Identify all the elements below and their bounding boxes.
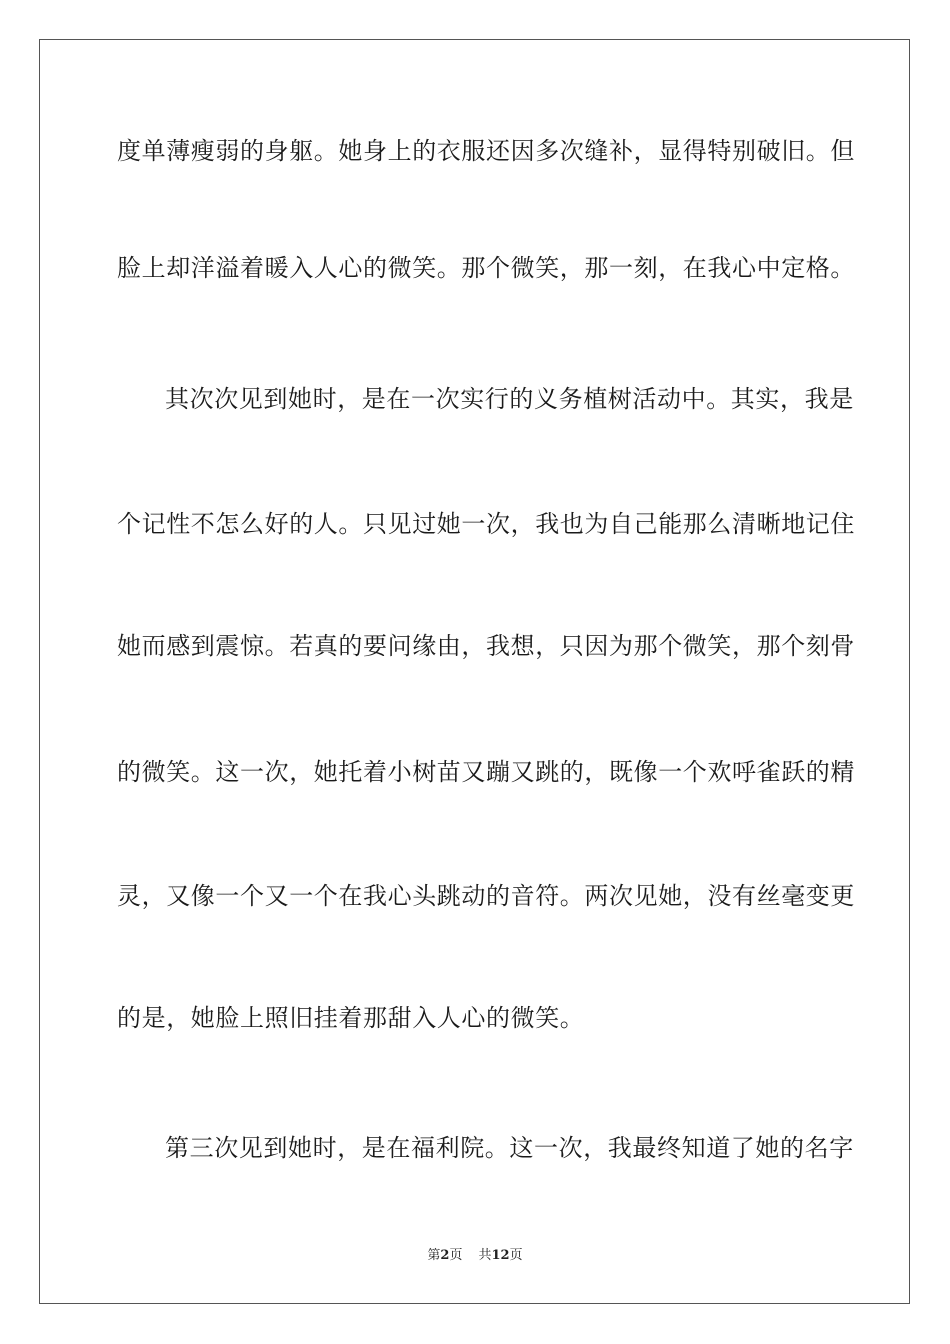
body-line-5: 她而感到震惊。若真的要问缘由，我想，只因为那个微笑，那个刻骨	[117, 632, 855, 660]
page-footer	[0, 1248, 950, 1264]
footer-page-prefix: 第	[427, 1248, 441, 1263]
body-line-9-paragraph-start: 第三次见到她时，是在福利院。这一次，我最终知道了她的名字	[165, 1134, 854, 1162]
body-line-8: 的是，她脸上照旧挂着那甜入人心的微笑。	[117, 1004, 585, 1032]
footer-page-number: 2	[440, 1248, 450, 1263]
footer-page-suffix: 页	[449, 1248, 463, 1263]
footer-total-suffix: 页	[509, 1248, 523, 1263]
body-line-3-paragraph-start: 其次次见到她时，是在一次实行的义务植树活动中。其实，我是	[165, 385, 854, 413]
body-line-1: 度单薄瘦弱的身躯。她身上的衣服还因多次缝补，显得特别破旧。但	[117, 137, 855, 165]
body-line-7: 灵，又像一个又一个在我心头跳动的音符。两次见她，没有丝毫变更	[117, 882, 855, 910]
page-border	[39, 39, 910, 1304]
footer-total-pages: 12	[491, 1248, 510, 1263]
body-line-4: 个记性不怎么好的人。只见过她一次，我也为自己能那么清晰地记住	[117, 510, 855, 538]
footer-total-prefix: 共	[478, 1248, 492, 1263]
body-line-2: 脸上却洋溢着暖入人心的微笑。那个微笑，那一刻，在我心中定格。	[117, 254, 855, 282]
body-line-6: 的微笑。这一次，她托着小树苗又蹦又跳的，既像一个欢呼雀跃的精	[117, 758, 855, 786]
